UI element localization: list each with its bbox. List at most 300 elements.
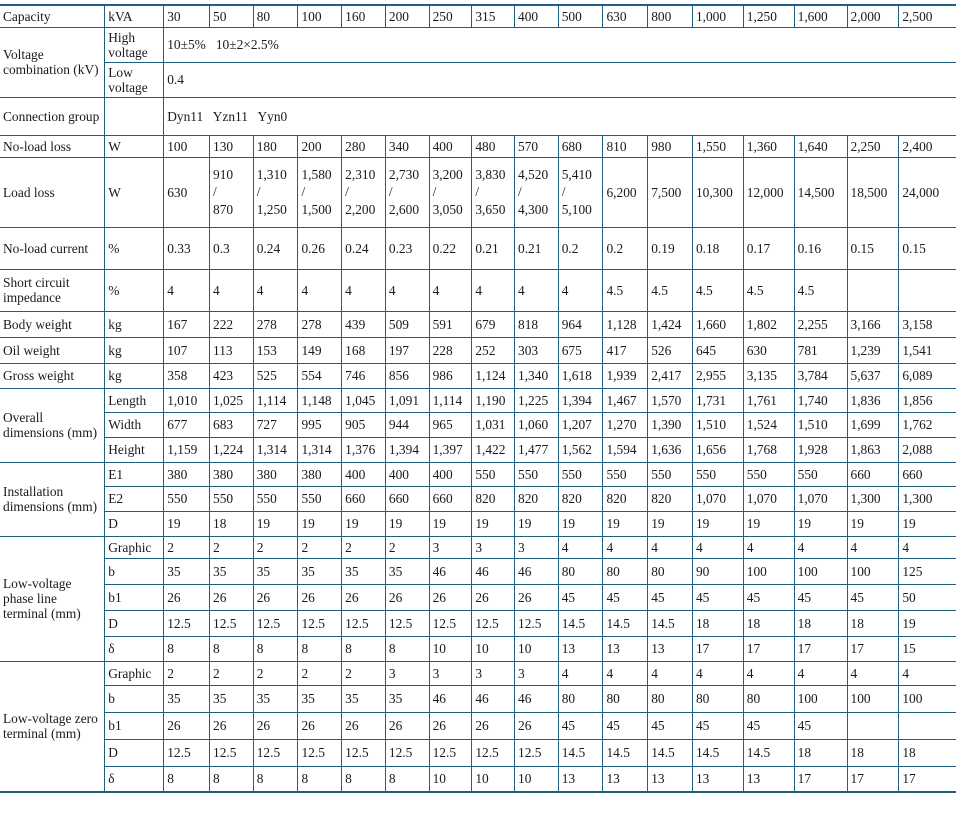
- value-cell: 45: [692, 712, 743, 739]
- value-cell: 278: [298, 311, 342, 337]
- value-cell: 13: [603, 636, 648, 661]
- value-cell: 0.18: [692, 227, 743, 269]
- value-cell: 0.24: [342, 227, 386, 269]
- value-cell: 2,250: [847, 135, 899, 157]
- table-row: [0, 388, 956, 412]
- value-cell: 1,768: [743, 437, 794, 462]
- value-cell: 18: [743, 610, 794, 636]
- value-cell: 26: [429, 712, 472, 739]
- value-cell: 250: [429, 5, 472, 27]
- value-cell: 2: [164, 661, 210, 685]
- row-label-gross-weight: Gross weight: [0, 363, 105, 388]
- value-cell: 4.5: [603, 269, 648, 311]
- value-cell: 18: [899, 739, 956, 766]
- value-cell: 80: [692, 685, 743, 712]
- value-cell: 980: [648, 135, 693, 157]
- value-cell: 1,070: [794, 486, 847, 511]
- value-cell: 12.5: [253, 610, 298, 636]
- value-cell: 278: [253, 311, 298, 337]
- value-cell: 4: [648, 661, 693, 685]
- value-cell: 80: [558, 558, 603, 584]
- value-cell: 26: [342, 584, 386, 610]
- row-sublabel: b1: [105, 712, 164, 739]
- row-sublabel: Width: [105, 412, 164, 437]
- value-cell: 80: [743, 685, 794, 712]
- value-cell: 4: [648, 536, 693, 558]
- row-sublabel: E1: [105, 462, 164, 486]
- value-cell: 3,784: [794, 363, 847, 388]
- row-sublabel: Height: [105, 437, 164, 462]
- value-cell: 820: [515, 486, 559, 511]
- value-cell: 46: [515, 685, 559, 712]
- value-cell: 550: [515, 462, 559, 486]
- value-cell: 30: [164, 5, 210, 27]
- value-cell: 630: [743, 337, 794, 363]
- value-cell: 19: [298, 511, 342, 536]
- value-cell: 645: [692, 337, 743, 363]
- value-cell: 80: [253, 5, 298, 27]
- row-sublabel: b: [105, 685, 164, 712]
- value-cell: 1,856: [899, 388, 956, 412]
- value-cell: 910 / 870: [210, 157, 254, 227]
- value-cell: 4: [692, 661, 743, 685]
- value-cell: 17: [899, 766, 956, 792]
- value-cell: 660: [429, 486, 472, 511]
- value-cell: 200: [385, 5, 429, 27]
- value-cell: 550: [648, 462, 693, 486]
- value-cell: 18: [692, 610, 743, 636]
- value-cell: 149: [298, 337, 342, 363]
- value-cell: 12.5: [342, 739, 386, 766]
- value-cell: 45: [794, 584, 847, 610]
- value-cell: 13: [692, 766, 743, 792]
- value-cell: 550: [692, 462, 743, 486]
- table-row: [0, 311, 956, 337]
- row-sublabel: kg: [105, 363, 164, 388]
- value-cell: 45: [603, 584, 648, 610]
- value-cell: 4: [743, 536, 794, 558]
- value-cell: 2,500: [899, 5, 956, 27]
- value-cell: 303: [515, 337, 559, 363]
- value-cell: 630: [164, 157, 210, 227]
- value-cell: 35: [210, 558, 254, 584]
- value-cell: 107: [164, 337, 210, 363]
- row-sublabel: kVA: [105, 5, 164, 27]
- value-cell: 19: [794, 511, 847, 536]
- value-cell: 340: [385, 135, 429, 157]
- value-cell: 26: [342, 712, 386, 739]
- row-label-connection-group: Connection group: [0, 97, 105, 135]
- value-cell: 550: [603, 462, 648, 486]
- transformer-spec-table: [0, 4, 956, 793]
- value-cell: 19: [342, 511, 386, 536]
- row-sublabel: δ: [105, 766, 164, 792]
- table-row: [0, 636, 956, 661]
- value-cell: 1,031: [472, 412, 515, 437]
- value-cell: 26: [385, 712, 429, 739]
- value-cell: 2,255: [794, 311, 847, 337]
- value-cell: 1,928: [794, 437, 847, 462]
- value-cell: 4: [164, 269, 210, 311]
- value-cell: 1,239: [847, 337, 899, 363]
- value-cell: 675: [558, 337, 603, 363]
- value-cell: 810: [603, 135, 648, 157]
- value-cell: 4: [342, 269, 386, 311]
- value-cell: 10: [429, 766, 472, 792]
- value-cell: 19: [899, 610, 956, 636]
- value-cell: 46: [515, 558, 559, 584]
- value-cell: 18: [847, 610, 899, 636]
- value-cell: 4: [515, 269, 559, 311]
- value-cell: 1,510: [692, 412, 743, 437]
- value-cell: 820: [603, 486, 648, 511]
- value-cell: 19: [472, 511, 515, 536]
- value-cell: 4: [847, 536, 899, 558]
- table-row: [0, 135, 956, 157]
- value-cell: 2,000: [847, 5, 899, 27]
- value-cell: 4.5: [743, 269, 794, 311]
- value-cell: 26: [164, 584, 210, 610]
- value-cell: 18: [794, 739, 847, 766]
- value-cell: 944: [385, 412, 429, 437]
- value-cell: 80: [603, 685, 648, 712]
- value-cell: 1,190: [472, 388, 515, 412]
- row-sublabel: [105, 97, 164, 135]
- value-cell: 14.5: [648, 739, 693, 766]
- value-cell: [847, 712, 899, 739]
- row-label-installation-dimensions-mm: Installation dimensions (mm): [0, 462, 105, 536]
- value-cell: 0.21: [515, 227, 559, 269]
- value-cell: 12.5: [515, 739, 559, 766]
- value-cell: 45: [558, 712, 603, 739]
- value-cell: 18: [210, 511, 254, 536]
- value-cell: 1,424: [648, 311, 693, 337]
- value-cell: 1,000: [692, 5, 743, 27]
- value-cell: 12.5: [429, 739, 472, 766]
- value-cell: 1,091: [385, 388, 429, 412]
- value-cell: 153: [253, 337, 298, 363]
- value-cell: 0.3: [210, 227, 254, 269]
- value-cell: 1,731: [692, 388, 743, 412]
- value-cell: 8: [298, 636, 342, 661]
- value-cell: 4: [794, 536, 847, 558]
- row-label-no-load-loss: No-load loss: [0, 135, 105, 157]
- value-cell: 3,830 / 3,650: [472, 157, 515, 227]
- row-sublabel: δ: [105, 636, 164, 661]
- value-cell: 3,158: [899, 311, 956, 337]
- row-sublabel: %: [105, 227, 164, 269]
- value-cell: 995: [298, 412, 342, 437]
- value-cell: 113: [210, 337, 254, 363]
- value-cell: 19: [558, 511, 603, 536]
- value-cell: 1,314: [298, 437, 342, 462]
- value-cell: 14.5: [603, 739, 648, 766]
- value-cell: 3: [429, 661, 472, 685]
- value-cell: 1,360: [743, 135, 794, 157]
- value-cell: 2,310 / 2,200: [342, 157, 386, 227]
- value-cell: 4: [385, 269, 429, 311]
- value-cell: 1,394: [558, 388, 603, 412]
- value-cell: 2: [210, 661, 254, 685]
- value-cell: 12.5: [472, 739, 515, 766]
- value-cell: 550: [210, 486, 254, 511]
- value-cell: 2,417: [648, 363, 693, 388]
- value-cell: 100: [794, 685, 847, 712]
- value-cell: 3: [515, 536, 559, 558]
- value-cell: 19: [603, 511, 648, 536]
- row-sublabel: High voltage: [105, 27, 164, 62]
- value-cell: 1,250: [743, 5, 794, 27]
- value-cell: 12.5: [164, 610, 210, 636]
- value-cell: 6,089: [899, 363, 956, 388]
- value-cell: 1,390: [648, 412, 693, 437]
- value-cell: 19: [899, 511, 956, 536]
- row-sublabel: D: [105, 739, 164, 766]
- row-sublabel: D: [105, 610, 164, 636]
- value-cell: 45: [794, 712, 847, 739]
- value-cell: 17: [847, 766, 899, 792]
- value-cell: 1,224: [210, 437, 254, 462]
- value-cell: 0.22: [429, 227, 472, 269]
- value-cell: 12.5: [472, 610, 515, 636]
- value-cell: 683: [210, 412, 254, 437]
- value-cell: 10: [515, 636, 559, 661]
- value-cell: 280: [342, 135, 386, 157]
- value-cell: 2: [298, 536, 342, 558]
- value-cell: 12.5: [385, 739, 429, 766]
- value-cell: 905: [342, 412, 386, 437]
- value-cell: [899, 712, 956, 739]
- value-cell: 4: [472, 269, 515, 311]
- row-sublabel: E2: [105, 486, 164, 511]
- value-cell: 2: [298, 661, 342, 685]
- value-cell: 45: [847, 584, 899, 610]
- value-cell: 380: [210, 462, 254, 486]
- value-cell: 1,524: [743, 412, 794, 437]
- value-cell: 3,135: [743, 363, 794, 388]
- table-row: [0, 766, 956, 792]
- value-cell: 570: [515, 135, 559, 157]
- value-cell: 8: [210, 636, 254, 661]
- value-cell: 100: [847, 558, 899, 584]
- value-cell: 0.24: [253, 227, 298, 269]
- table-row: [0, 27, 956, 62]
- row-sublabel: kg: [105, 311, 164, 337]
- table-row: [0, 62, 956, 97]
- value-cell: 19: [847, 511, 899, 536]
- value-cell: 17: [794, 766, 847, 792]
- value-cell: 17: [847, 636, 899, 661]
- value-cell: 13: [558, 636, 603, 661]
- value-cell: 1,314: [253, 437, 298, 462]
- value-cell: 4: [692, 536, 743, 558]
- value-cell: 727: [253, 412, 298, 437]
- value-cell: 400: [385, 462, 429, 486]
- value-cell: 100: [298, 5, 342, 27]
- value-cell: 13: [603, 766, 648, 792]
- value-cell: 1,660: [692, 311, 743, 337]
- value-cell: 19: [743, 511, 794, 536]
- value-cell: 222: [210, 311, 254, 337]
- value-cell: 8: [164, 766, 210, 792]
- value-cell: 13: [648, 636, 693, 661]
- value-cell: 2: [210, 536, 254, 558]
- value-cell: 1,836: [847, 388, 899, 412]
- value-cell: 26: [472, 584, 515, 610]
- value-cell: 550: [253, 486, 298, 511]
- value-cell: 677: [164, 412, 210, 437]
- value-cell: 820: [472, 486, 515, 511]
- row-sublabel: b: [105, 558, 164, 584]
- value-cell: 315: [472, 5, 515, 27]
- value-cell: 100: [899, 685, 956, 712]
- value-cell: 35: [164, 685, 210, 712]
- row-sublabel: %: [105, 269, 164, 311]
- value-cell: 1,594: [603, 437, 648, 462]
- value-cell: 3,166: [847, 311, 899, 337]
- value-cell: 35: [342, 558, 386, 584]
- value-cell: [899, 269, 956, 311]
- value-cell: 17: [794, 636, 847, 661]
- row-sublabel: b1: [105, 584, 164, 610]
- value-cell: 12.5: [298, 739, 342, 766]
- value-cell: 180: [253, 135, 298, 157]
- table-row: [0, 685, 956, 712]
- value-cell: 856: [385, 363, 429, 388]
- value-cell: 35: [298, 558, 342, 584]
- value-cell: 660: [847, 462, 899, 486]
- value-cell: 18,500: [847, 157, 899, 227]
- span-value-cell: 10±5% 10±2×2.5%: [164, 27, 956, 62]
- value-cell: 1,636: [648, 437, 693, 462]
- value-cell: 13: [558, 766, 603, 792]
- value-cell: 1,467: [603, 388, 648, 412]
- value-cell: 13: [648, 766, 693, 792]
- value-cell: 45: [603, 712, 648, 739]
- value-cell: 8: [342, 766, 386, 792]
- value-cell: 1,124: [472, 363, 515, 388]
- value-cell: 8: [385, 636, 429, 661]
- value-cell: 400: [429, 135, 472, 157]
- value-cell: 8: [253, 636, 298, 661]
- value-cell: 380: [298, 462, 342, 486]
- row-sublabel: kg: [105, 337, 164, 363]
- value-cell: 4: [899, 661, 956, 685]
- value-cell: 168: [342, 337, 386, 363]
- value-cell: 1,300: [899, 486, 956, 511]
- value-cell: 2,400: [899, 135, 956, 157]
- value-cell: 100: [794, 558, 847, 584]
- table-row: [0, 558, 956, 584]
- value-cell: 35: [253, 558, 298, 584]
- value-cell: 26: [210, 584, 254, 610]
- value-cell: 1,939: [603, 363, 648, 388]
- value-cell: 1,580 / 1,500: [298, 157, 342, 227]
- value-cell: 160: [342, 5, 386, 27]
- value-cell: 820: [558, 486, 603, 511]
- value-cell: 380: [253, 462, 298, 486]
- value-cell: 35: [253, 685, 298, 712]
- value-cell: 46: [472, 558, 515, 584]
- value-cell: 0.26: [298, 227, 342, 269]
- value-cell: 167: [164, 311, 210, 337]
- value-cell: 10: [429, 636, 472, 661]
- row-label-load-loss: Load loss: [0, 157, 105, 227]
- value-cell: [847, 269, 899, 311]
- value-cell: 1,510: [794, 412, 847, 437]
- value-cell: 80: [558, 685, 603, 712]
- value-cell: 630: [603, 5, 648, 27]
- value-cell: 80: [603, 558, 648, 584]
- value-cell: 746: [342, 363, 386, 388]
- value-cell: 554: [298, 363, 342, 388]
- row-label-capacity: Capacity: [0, 5, 105, 27]
- value-cell: 46: [472, 685, 515, 712]
- row-label-low-voltage-zero-terminal-mm: Low-voltage zero terminal (mm): [0, 661, 105, 792]
- value-cell: 4: [794, 661, 847, 685]
- value-cell: 12.5: [164, 739, 210, 766]
- value-cell: 4: [847, 661, 899, 685]
- value-cell: 1,310 / 1,250: [253, 157, 298, 227]
- value-cell: 1,070: [743, 486, 794, 511]
- value-cell: 1,699: [847, 412, 899, 437]
- value-cell: 100: [164, 135, 210, 157]
- value-cell: 1,397: [429, 437, 472, 462]
- table-row: [0, 363, 956, 388]
- value-cell: 480: [472, 135, 515, 157]
- value-cell: 3: [429, 536, 472, 558]
- table-row: [0, 97, 956, 135]
- value-cell: 14.5: [648, 610, 693, 636]
- value-cell: 1,541: [899, 337, 956, 363]
- value-cell: 800: [648, 5, 693, 27]
- value-cell: 12.5: [515, 610, 559, 636]
- table-row: [0, 157, 956, 227]
- value-cell: 1,270: [603, 412, 648, 437]
- value-cell: 130: [210, 135, 254, 157]
- value-cell: 2: [342, 536, 386, 558]
- value-cell: 46: [429, 558, 472, 584]
- value-cell: 10: [472, 766, 515, 792]
- value-cell: 1,394: [385, 437, 429, 462]
- value-cell: 660: [342, 486, 386, 511]
- value-cell: 35: [342, 685, 386, 712]
- value-cell: 24,000: [899, 157, 956, 227]
- table-row: [0, 584, 956, 610]
- value-cell: 439: [342, 311, 386, 337]
- value-cell: 2: [342, 661, 386, 685]
- table-row: [0, 462, 956, 486]
- value-cell: 1,114: [253, 388, 298, 412]
- value-cell: 35: [385, 685, 429, 712]
- value-cell: 12.5: [342, 610, 386, 636]
- value-cell: 0.2: [603, 227, 648, 269]
- value-cell: 8: [385, 766, 429, 792]
- value-cell: 19: [385, 511, 429, 536]
- value-cell: 3: [472, 536, 515, 558]
- value-cell: 550: [298, 486, 342, 511]
- value-cell: 0.33: [164, 227, 210, 269]
- value-cell: 964: [558, 311, 603, 337]
- value-cell: 660: [899, 462, 956, 486]
- value-cell: 7,500: [648, 157, 693, 227]
- value-cell: 400: [342, 462, 386, 486]
- value-cell: 2,088: [899, 437, 956, 462]
- value-cell: 1,570: [648, 388, 693, 412]
- table-row: [0, 661, 956, 685]
- value-cell: 0.16: [794, 227, 847, 269]
- value-cell: 15: [899, 636, 956, 661]
